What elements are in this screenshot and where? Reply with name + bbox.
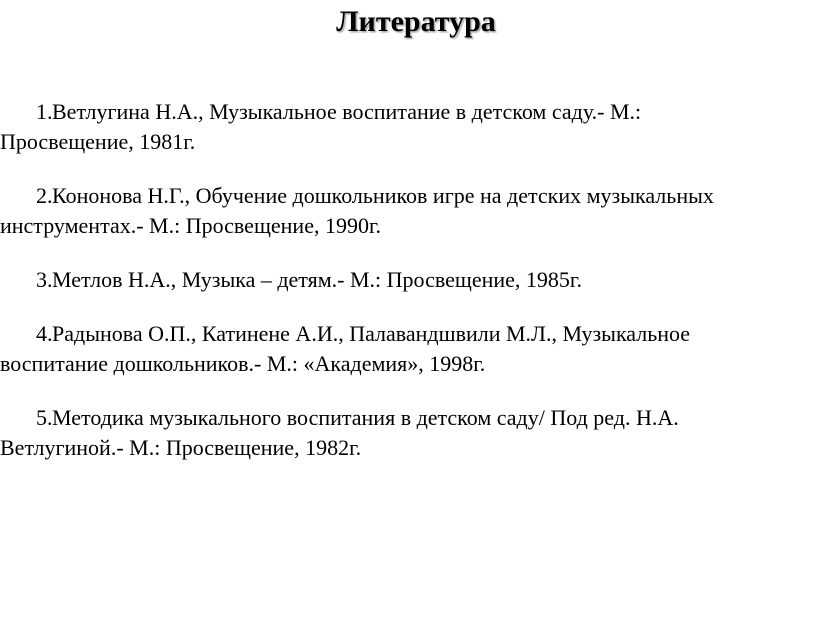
reference-line xyxy=(0,97,812,127)
reference-text: Кононова Н.Г., Обучение дошкольников игре на детских музыкальных xyxy=(52,183,714,208)
reference-number: 1. xyxy=(36,99,53,124)
reference-line xyxy=(0,181,812,211)
reference-text: Методика музыкального воспитания в детском саду/ Под ред. Н.А. xyxy=(52,405,679,430)
reference-line xyxy=(0,403,812,433)
reference-text-continued: Ветлугиной.- М.: Просвещение, 1982г. xyxy=(0,435,362,460)
reference-text: Радынова О.П., Катинене А.И., Палавандшвили М.Л., Музыкальное xyxy=(52,321,691,346)
reference-text-continued: воспитание дошкольников.- М.: «Академия», 1998г. xyxy=(0,351,486,376)
reference-text-continued: инструментах.- М.: Просвещение, 1990г. xyxy=(0,213,382,238)
reference-item xyxy=(0,265,812,295)
reference-text-continued: Просвещение, 1981г. xyxy=(0,129,196,154)
reference-line xyxy=(0,265,812,295)
reference-item xyxy=(0,181,812,241)
reference-number: 3. xyxy=(36,267,53,292)
reference-list xyxy=(0,97,812,487)
reference-text: Ветлугина Н.А., Музыкальное воспитание в детском саду.- М.: xyxy=(52,99,642,124)
reference-text: Метлов Н.А., Музыка – детям.- М.: Просвещение, 1985г. xyxy=(52,267,582,292)
reference-item xyxy=(0,97,812,157)
reference-item xyxy=(0,403,812,463)
reference-number: 5. xyxy=(36,405,53,430)
page-title: Литература xyxy=(336,5,496,38)
reference-number: 2. xyxy=(36,183,53,208)
reference-line xyxy=(0,319,812,349)
reference-item xyxy=(0,319,812,379)
reference-number: 4. xyxy=(36,321,53,346)
